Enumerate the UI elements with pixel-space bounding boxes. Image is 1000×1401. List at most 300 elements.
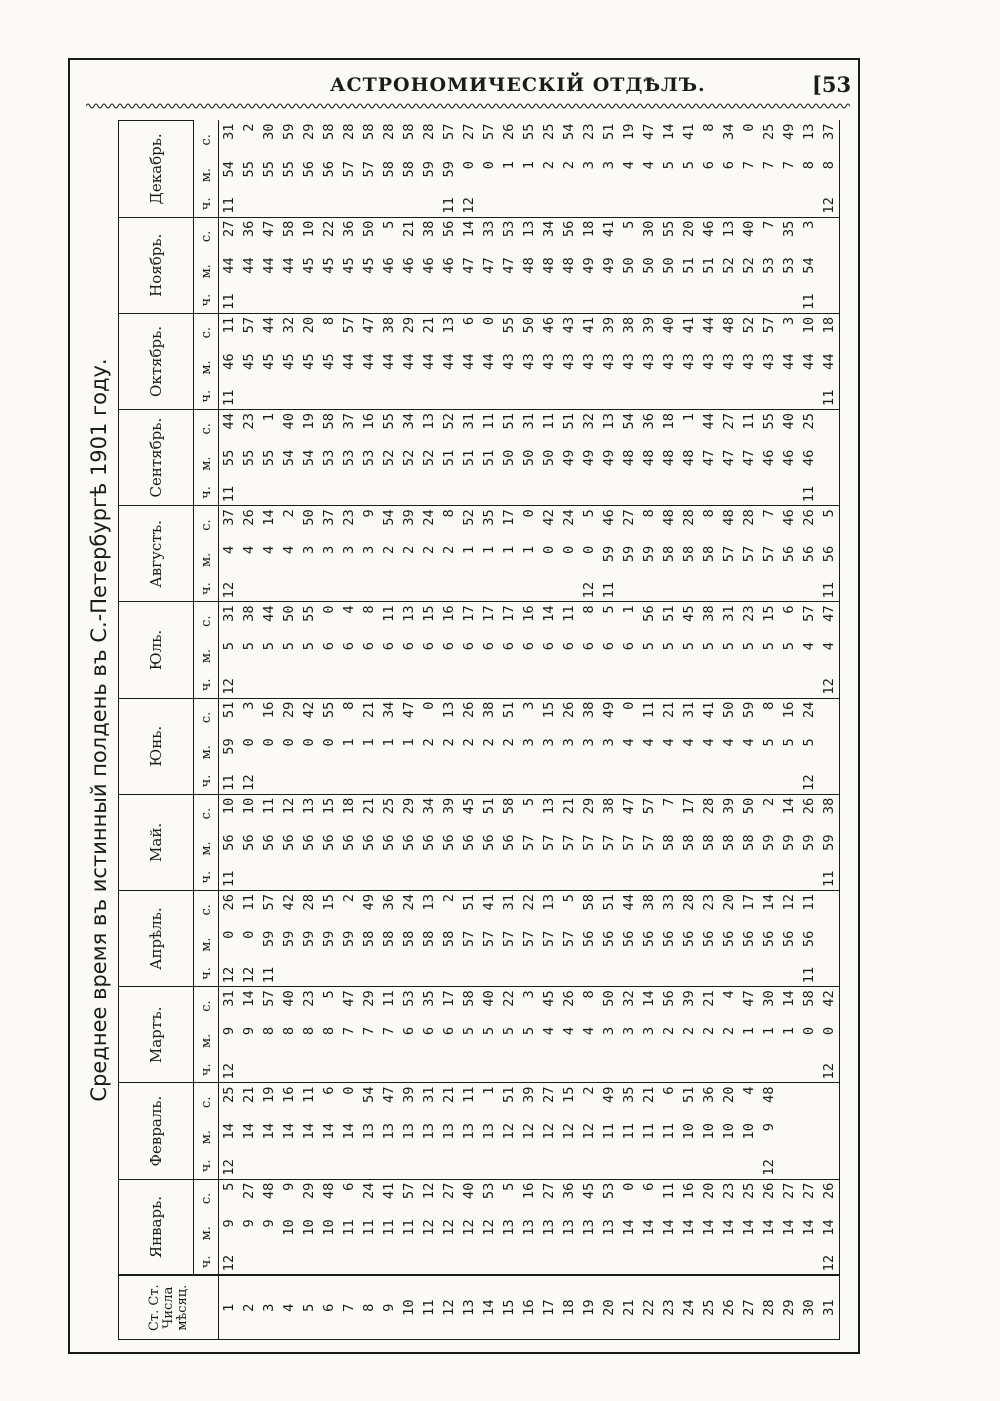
- hours-cell: [639, 191, 659, 217]
- hours-cell: [299, 576, 319, 602]
- hours-cell: [699, 383, 719, 409]
- seconds-cell: 0: [741, 123, 757, 132]
- seconds-cell: 32: [621, 990, 637, 1007]
- hours-cell: [579, 191, 599, 217]
- hours-cell: [739, 480, 759, 506]
- seconds-cell: 32: [281, 316, 297, 334]
- seconds-cell: 16: [521, 1182, 537, 1200]
- hours-cell: [459, 576, 479, 602]
- minutes-cell: 56: [321, 161, 337, 178]
- minutes-cell: 47: [501, 257, 517, 274]
- minutes-cell: 46: [221, 353, 237, 370]
- minutes-cell: 5: [221, 642, 237, 651]
- minutes-cell: 57: [581, 834, 597, 851]
- minutes-cell: 56: [421, 834, 437, 851]
- hours-cell: [279, 191, 299, 217]
- seconds-cell: 11: [241, 894, 257, 911]
- seconds-cell: 40: [281, 990, 297, 1007]
- seconds-cell: 11: [221, 316, 237, 334]
- seconds-cell: 51: [461, 894, 477, 911]
- seconds-cell: 26: [561, 990, 577, 1007]
- hours-cell: [739, 287, 759, 313]
- hours-cell: [659, 768, 679, 794]
- hours-cell: [719, 768, 739, 794]
- minutes-cell: 6: [421, 642, 437, 651]
- seconds-cell: 5: [321, 990, 337, 999]
- minutes-cell: 5: [281, 642, 297, 651]
- seconds-cell: 27: [221, 220, 237, 238]
- seconds-cell: 58: [281, 220, 297, 238]
- minutes-cell: 54: [281, 449, 297, 467]
- minutes-cell: 6: [561, 642, 577, 651]
- minutes-cell: 7: [781, 161, 797, 170]
- seconds-cell: 55: [501, 316, 517, 334]
- seconds-cell: 36: [701, 1086, 717, 1103]
- hours-cell: [659, 1249, 679, 1275]
- seconds-cell: 57: [261, 894, 277, 911]
- seconds-cell: 46: [701, 220, 717, 238]
- minutes-cell: 11: [641, 1123, 657, 1140]
- minutes-cell: 3: [581, 161, 597, 170]
- hours-cell: [619, 383, 639, 409]
- minutes-cell: 1: [521, 161, 537, 170]
- minutes-cell: 59: [781, 834, 797, 851]
- hours-cell: [779, 1153, 799, 1179]
- minutes-cell: 49: [601, 257, 617, 274]
- unit-header: с.: [194, 410, 219, 448]
- minutes-cell: 59: [301, 930, 317, 948]
- seconds-cell: 36: [641, 413, 657, 430]
- hours-cell: [679, 287, 699, 313]
- seconds-cell: 47: [401, 701, 417, 719]
- seconds-cell: 8: [701, 123, 717, 132]
- minutes-cell: 50: [501, 449, 517, 467]
- seconds-cell: 48: [661, 509, 677, 526]
- minutes-cell: 0: [541, 545, 557, 555]
- seconds-cell: 18: [581, 220, 597, 238]
- minutes-cell: 55: [241, 449, 257, 467]
- minutes-cell: 2: [701, 1026, 717, 1036]
- table-title: Среднее время въ истинный полдень въ С.-Петербургѣ 1901 году.: [87, 358, 111, 1102]
- hours-cell: [359, 383, 379, 409]
- minutes-cell: 4: [241, 545, 257, 555]
- hours-cell: [439, 1249, 459, 1275]
- hours-cell: [599, 1057, 619, 1083]
- minutes-cell: [819, 1121, 840, 1153]
- minutes-cell: 5: [641, 642, 657, 651]
- seconds-cell: 13: [721, 220, 737, 238]
- seconds-cell: 45: [461, 797, 477, 815]
- minutes-cell: 4: [681, 738, 697, 747]
- minutes-cell: 43: [521, 353, 537, 370]
- hours-cell: [799, 1249, 819, 1275]
- seconds-cell: 49: [361, 894, 377, 911]
- minutes-cell: 4: [261, 545, 277, 555]
- seconds-cell: 11: [301, 1086, 317, 1103]
- hours-cell: [779, 287, 799, 313]
- minutes-cell: 5: [681, 161, 697, 170]
- seconds-cell: 51: [661, 605, 677, 622]
- minutes-cell: 58: [381, 930, 397, 948]
- seconds-cell: 8: [441, 509, 457, 518]
- hours-cell: [699, 191, 719, 217]
- minutes-cell: 0: [221, 930, 237, 939]
- unit-header: ч.: [194, 576, 219, 602]
- seconds-cell: 25: [381, 797, 397, 815]
- seconds-cell: 24: [801, 701, 817, 719]
- hours-cell: [779, 480, 799, 506]
- minutes-cell: 3: [601, 1026, 617, 1036]
- seconds-cell: 20: [721, 1086, 737, 1103]
- minutes-cell: 1: [481, 545, 497, 555]
- hours-cell: [779, 576, 799, 602]
- minutes-cell: [819, 736, 840, 768]
- seconds-cell: 54: [621, 413, 637, 430]
- hours-cell: [519, 672, 539, 698]
- seconds-cell: 11: [561, 605, 577, 622]
- seconds-cell: 23: [301, 990, 317, 1007]
- seconds-cell: 57: [761, 316, 777, 334]
- seconds-cell: 38: [481, 701, 497, 719]
- seconds-cell: 18: [819, 313, 840, 351]
- seconds-cell: 27: [441, 1182, 457, 1200]
- seconds-cell: 44: [261, 316, 277, 334]
- unit-header: м.: [194, 640, 219, 672]
- minutes-cell: 5: [261, 642, 277, 651]
- hours-cell: [539, 576, 559, 602]
- minutes-cell: 14: [741, 1219, 757, 1236]
- table-row: [699, 121, 719, 1340]
- minutes-cell: 14: [221, 1123, 237, 1140]
- unit-header: с.: [194, 987, 219, 1025]
- hours-cell: [379, 1153, 399, 1179]
- seconds-cell: 14: [781, 990, 797, 1007]
- minutes-cell: 53: [361, 449, 377, 467]
- table-row: [519, 121, 539, 1340]
- hours-cell: [359, 961, 379, 987]
- table-row: [219, 121, 240, 1340]
- seconds-cell: 26: [461, 701, 477, 719]
- hours-cell: 11: [259, 961, 279, 987]
- day-number: 29: [779, 1275, 799, 1339]
- minutes-cell: 7: [761, 161, 777, 170]
- seconds-cell: 18: [661, 413, 677, 430]
- minutes-cell: 0: [581, 545, 597, 555]
- seconds-cell: 37: [221, 509, 237, 526]
- day-number: 4: [279, 1275, 299, 1339]
- minutes-cell: 8: [261, 1026, 277, 1036]
- hours-cell: [279, 672, 299, 698]
- unit-header: ч.: [194, 1153, 219, 1179]
- hours-cell: 12: [759, 1153, 779, 1179]
- hours-cell: [519, 287, 539, 313]
- minutes-cell: 7: [381, 1026, 397, 1036]
- seconds-cell: 5: [601, 605, 617, 614]
- table-row: [539, 121, 559, 1340]
- seconds-cell: 56: [661, 990, 677, 1007]
- hours-cell: 11: [439, 191, 459, 217]
- minutes-cell: 57: [541, 930, 557, 948]
- minutes-cell: 53: [781, 257, 797, 274]
- minutes-cell: 55: [261, 449, 277, 467]
- minutes-cell: 6: [381, 642, 397, 651]
- minutes-cell: 54: [301, 449, 317, 467]
- seconds-cell: 17: [501, 605, 517, 622]
- seconds-cell: 45: [581, 1182, 597, 1200]
- day-number: 14: [479, 1275, 499, 1339]
- minutes-cell: 48: [641, 449, 657, 467]
- minutes-cell: 2: [481, 738, 497, 747]
- seconds-cell: 26: [221, 894, 237, 911]
- day-number: 25: [699, 1275, 719, 1339]
- minutes-cell: 58: [401, 930, 417, 948]
- seconds-cell: 58: [801, 990, 817, 1007]
- seconds-cell: 37: [321, 509, 337, 526]
- month-header-7: Августъ.: [119, 506, 194, 602]
- seconds-cell: [799, 1083, 819, 1121]
- hours-cell: [579, 961, 599, 987]
- seconds-cell: 16: [521, 605, 537, 622]
- hours-cell: [619, 864, 639, 890]
- seconds-cell: 26: [801, 509, 817, 526]
- seconds-cell: 13: [441, 316, 457, 334]
- hours-cell: [419, 1057, 439, 1083]
- hours-cell: [619, 1249, 639, 1275]
- minutes-cell: 45: [281, 353, 297, 370]
- seconds-cell: 59: [741, 701, 757, 719]
- seconds-cell: 11: [381, 605, 397, 622]
- minutes-cell: 3: [621, 1026, 637, 1036]
- hours-cell: [439, 383, 459, 409]
- seconds-cell: 33: [661, 894, 677, 911]
- hours-cell: [719, 672, 739, 698]
- minutes-cell: 53: [341, 449, 357, 467]
- seconds-cell: 44: [621, 894, 637, 911]
- hours-cell: [259, 768, 279, 794]
- seconds-cell: 2: [241, 123, 257, 132]
- hours-cell: [399, 961, 419, 987]
- hours-cell: [419, 287, 439, 313]
- seconds-cell: 23: [701, 894, 717, 911]
- seconds-cell: 27: [801, 1182, 817, 1200]
- minutes-cell: 0: [819, 1025, 840, 1057]
- seconds-cell: 21: [361, 701, 377, 719]
- hours-cell: [759, 383, 779, 409]
- minutes-cell: 47: [481, 257, 497, 274]
- seconds-cell: 56: [561, 220, 577, 238]
- unit-header: ч.: [194, 287, 219, 313]
- seconds-cell: 5: [621, 220, 637, 229]
- minutes-cell: 5: [661, 642, 677, 651]
- minutes-cell: 44: [461, 353, 477, 370]
- hours-cell: 12: [799, 768, 819, 794]
- minutes-cell: 55: [281, 161, 297, 178]
- seconds-cell: 24: [361, 1182, 377, 1200]
- minutes-cell: 7: [741, 161, 757, 170]
- day-number: 6: [319, 1275, 339, 1339]
- hours-cell: [279, 576, 299, 602]
- seconds-cell: 44: [261, 605, 277, 622]
- hours-cell: [619, 768, 639, 794]
- minutes-cell: 4: [281, 545, 297, 555]
- minutes-cell: 44: [421, 353, 437, 370]
- minutes-cell: 50: [621, 257, 637, 274]
- minutes-cell: 44: [221, 257, 237, 274]
- minutes-cell: 2: [461, 738, 477, 747]
- day-number: 28: [759, 1275, 779, 1339]
- seconds-cell: 37: [341, 413, 357, 430]
- minutes-cell: 5: [761, 642, 777, 651]
- seconds-cell: 51: [601, 894, 617, 911]
- seconds-cell: 24: [561, 509, 577, 526]
- seconds-cell: 2: [341, 894, 357, 903]
- table-row: [579, 121, 599, 1340]
- seconds-cell: 44: [701, 316, 717, 334]
- minutes-cell: 14: [819, 1217, 840, 1249]
- seconds-cell: 46: [541, 316, 557, 334]
- minutes-cell: 43: [541, 353, 557, 370]
- hours-cell: [599, 1153, 619, 1179]
- hours-cell: [719, 961, 739, 987]
- hours-cell: [419, 1249, 439, 1275]
- minutes-cell: 45: [261, 353, 277, 370]
- day-number: 16: [519, 1275, 539, 1339]
- minutes-cell: 6: [481, 642, 497, 651]
- minutes-cell: 59: [281, 930, 297, 948]
- day-number: 13: [459, 1275, 479, 1339]
- minutes-cell: 56: [801, 545, 817, 563]
- minutes-cell: 55: [261, 161, 277, 178]
- wavy-rule: [86, 100, 850, 112]
- minutes-cell: 3: [641, 1026, 657, 1036]
- minutes-cell: 13: [541, 1219, 557, 1236]
- seconds-cell: 13: [421, 413, 437, 430]
- minutes-cell: 6: [521, 642, 537, 651]
- hours-cell: [559, 1057, 579, 1083]
- hours-cell: [699, 287, 719, 313]
- minutes-cell: 56: [321, 834, 337, 851]
- minutes-cell: 52: [421, 449, 437, 467]
- seconds-cell: 39: [401, 1086, 417, 1103]
- seconds-cell: [779, 1083, 799, 1121]
- seconds-cell: 5: [581, 509, 597, 518]
- hours-cell: [639, 480, 659, 506]
- seconds-cell: 7: [761, 220, 777, 229]
- table-row: [559, 121, 579, 1340]
- hours-cell: [679, 961, 699, 987]
- seconds-cell: 7: [661, 797, 677, 807]
- minutes-cell: 6: [341, 642, 357, 651]
- seconds-cell: 58: [321, 413, 337, 430]
- seconds-cell: 50: [361, 220, 377, 238]
- minutes-cell: 12: [521, 1123, 537, 1140]
- minutes-cell: 6: [441, 642, 457, 651]
- minutes-cell: 0: [281, 738, 297, 747]
- minutes-cell: 49: [581, 257, 597, 274]
- minutes-cell: 51: [701, 257, 717, 274]
- hours-cell: [479, 1249, 499, 1275]
- minutes-cell: 11: [621, 1123, 637, 1140]
- minutes-cell: 6: [701, 161, 717, 170]
- minutes-cell: [799, 1121, 819, 1153]
- hours-cell: [299, 768, 319, 794]
- seconds-cell: 21: [641, 1086, 657, 1103]
- minutes-cell: [819, 448, 840, 480]
- minutes-cell: 2: [381, 545, 397, 555]
- minutes-cell: 56: [741, 930, 757, 948]
- hours-cell: [299, 1249, 319, 1275]
- minutes-cell: 48: [681, 449, 697, 467]
- hours-cell: [599, 672, 619, 698]
- minutes-cell: 5: [701, 642, 717, 651]
- seconds-cell: 43: [561, 316, 577, 334]
- seconds-cell: 50: [721, 701, 737, 719]
- seconds-cell: 58: [581, 894, 597, 911]
- hours-cell: [579, 383, 599, 409]
- hours-cell: [539, 768, 559, 794]
- seconds-cell: 38: [819, 794, 840, 832]
- hours-cell: [819, 480, 840, 506]
- minutes-cell: 56: [781, 930, 797, 948]
- minutes-cell: 52: [381, 449, 397, 467]
- hours-cell: [759, 480, 779, 506]
- minutes-cell: 1: [781, 1026, 797, 1036]
- seconds-cell: 18: [341, 797, 357, 815]
- hours-cell: [379, 1249, 399, 1275]
- minutes-cell: 9: [241, 1219, 257, 1228]
- seconds-cell: 40: [461, 1182, 477, 1200]
- minutes-cell: 44: [361, 353, 377, 370]
- hours-cell: [499, 961, 519, 987]
- minutes-cell: 46: [381, 257, 397, 274]
- table-row: [239, 121, 259, 1340]
- hours-cell: [279, 480, 299, 506]
- minutes-cell: 10: [681, 1123, 697, 1140]
- hours-cell: [719, 480, 739, 506]
- minutes-cell: 3: [581, 738, 597, 747]
- table-row: [819, 121, 840, 1340]
- hours-cell: [379, 576, 399, 602]
- hours-cell: [259, 383, 279, 409]
- minutes-cell: 10: [741, 1123, 757, 1140]
- seconds-cell: 39: [601, 316, 617, 334]
- minutes-cell: 6: [401, 642, 417, 651]
- minutes-cell: 58: [681, 834, 697, 851]
- hours-cell: [779, 1057, 799, 1083]
- minutes-cell: 45: [321, 353, 337, 370]
- seconds-cell: 29: [301, 1182, 317, 1200]
- minutes-cell: 4: [541, 1026, 557, 1036]
- seconds-cell: 42: [541, 509, 557, 526]
- hours-cell: [679, 191, 699, 217]
- seconds-cell: 26: [761, 1182, 777, 1200]
- hours-cell: [279, 768, 299, 794]
- seconds-cell: 56: [641, 605, 657, 622]
- noon-time-table: [118, 120, 840, 1340]
- day-number: 19: [579, 1275, 599, 1339]
- hours-cell: [359, 1057, 379, 1083]
- hours-cell: [259, 1249, 279, 1275]
- minutes-cell: 0: [301, 738, 317, 747]
- hours-cell: 12: [219, 1057, 240, 1083]
- seconds-cell: 27: [241, 1182, 257, 1200]
- hours-cell: [379, 864, 399, 890]
- seconds-cell: 40: [781, 413, 797, 430]
- minutes-cell: 13: [421, 1123, 437, 1140]
- hours-cell: [719, 287, 739, 313]
- seconds-cell: 23: [341, 509, 357, 526]
- hours-cell: [259, 672, 279, 698]
